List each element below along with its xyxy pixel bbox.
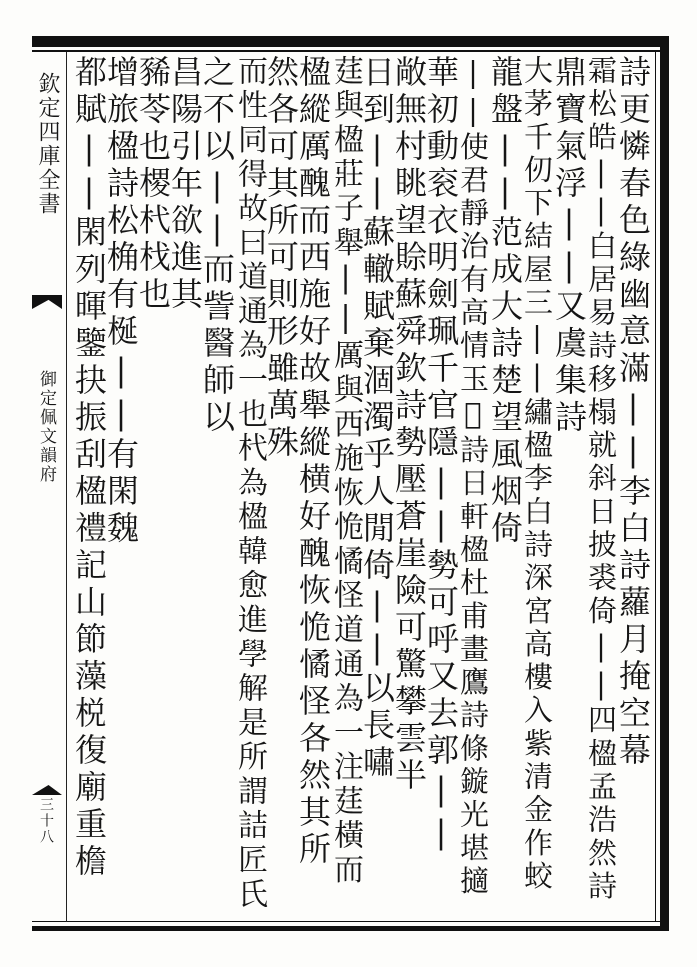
frame-top-inner-rule [32, 50, 669, 52]
margin-book-title: 御定佩文韻府 [36, 370, 56, 484]
frame-right-inner-rule [655, 50, 656, 922]
column-text: 都賦||閑列暉鑒抉振刮楹禮記山節藻棁復廟重檐 [70, 55, 108, 881]
column-text: 敞無村眺望賒蘇舜欽詩勢壓蒼崖險可驚攀雲半 [390, 55, 428, 795]
column-text: 然各可其所可則形雖萬殊 [262, 55, 300, 462]
column-text: 華初動衮衣明劍珮千官隱||勢可呼又去郭|| [422, 55, 460, 856]
frame-bottom-border [32, 926, 669, 931]
column-text: 龍盤||范成大詩楚望風烟倚 [486, 55, 524, 548]
column-rule [66, 52, 67, 922]
column-text: 昌陽引年欲進其 [166, 55, 204, 314]
margin-page-number: 三十八 [38, 797, 54, 845]
column-text: 詩更憐春色綠幽意滿||李白詩蘿月掩空幕 [614, 55, 652, 770]
column-text: ||使君靜治有高情玉𤼵詩日軒楹杜甫畫鷹詩條鏇光堪擿 [456, 55, 490, 899]
column-text: 增旅楹詩松桷有梴||有閑魏 [102, 55, 140, 548]
text-column-18 [68, 55, 110, 917]
column-text: 莛與楹莊子舉||厲與西施恢恑憰怪道通為一注莛橫而 [328, 55, 363, 888]
column-text: 豨苓也㮨杙𣏾也 [134, 55, 172, 314]
column-text: 之不以||而訾醫師以 [198, 55, 236, 437]
column-text: 霜松皓||白居易詩移榻就斜日披裘倚||四楹孟浩然詩 [584, 55, 618, 904]
column-text [68, 55, 69, 437]
margin-column [34, 52, 62, 921]
column-text: 大茅千仞下結屋三||繡楹李白詩深宮高樓入紫清金作蛟 [520, 55, 554, 894]
frame-right-border [660, 36, 669, 931]
column-text: 日到||蘇轍賦棄涸濁乎人閒倚||以長嘯 [358, 55, 396, 782]
margin-collection-title: 欽定四庫全書 [35, 72, 60, 216]
column-text: 楹縱厲醜而西施好故舉縱横好醜恢恑憰怪各然其所 [294, 55, 332, 869]
column-text: 鼎寶氣浮||又虞集詩 [550, 55, 588, 437]
text-column-19 [68, 55, 69, 917]
column-text: 而性同得故曰道通為一也杙為楹韓愈進學解是所謂詰匠氏 [232, 55, 267, 913]
frame-bottom-inner-rule [32, 921, 669, 922]
frame-top-border [32, 36, 669, 47]
